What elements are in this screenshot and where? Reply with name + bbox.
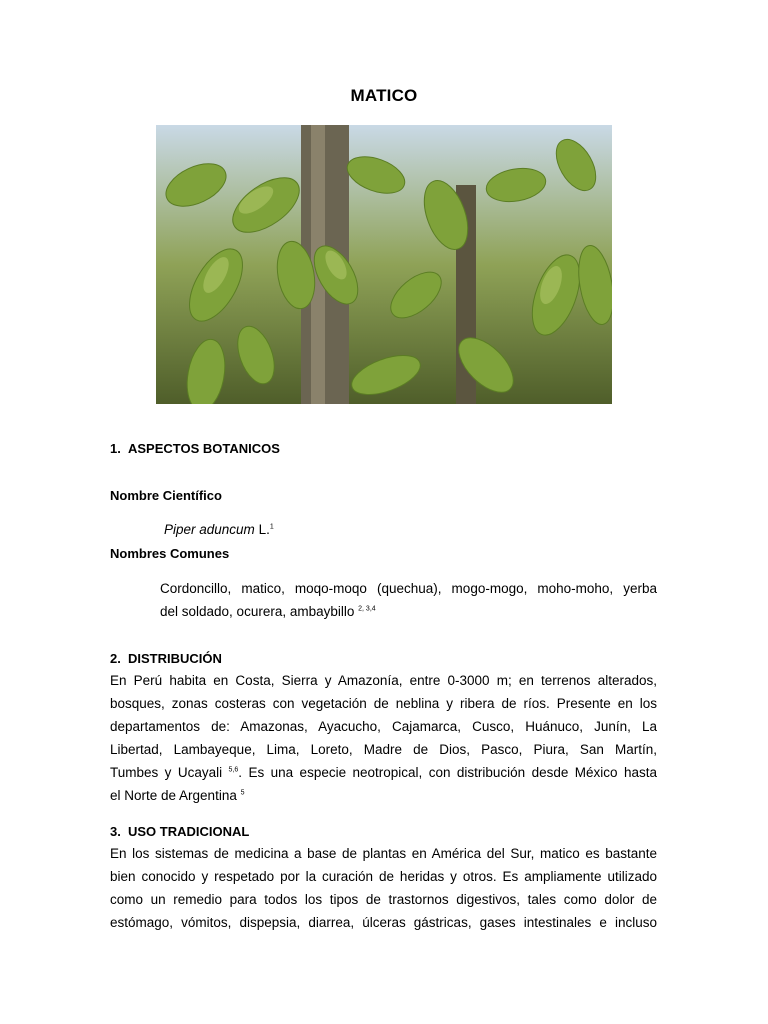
plant-photo <box>156 125 612 404</box>
scientific-name-label: Nombre Científico <box>110 488 222 503</box>
section-number: 3. <box>110 824 121 839</box>
paragraph-line: En los sistemas de medicina a base de plantas en América del Sur, matico es bastante <box>110 846 657 861</box>
section-title: ASPECTOS BOTANICOS <box>128 441 280 456</box>
paragraph-line: Libertad, Lambayeque, Lima, Loreto, Madre de Dios, Pasco, Piura, San Martín, <box>110 742 657 757</box>
footnote-ref: 2, 3,4 <box>358 605 376 613</box>
section-number: 2. <box>110 651 121 666</box>
footnote-ref: 5 <box>240 789 245 797</box>
paragraph-line: estómago, vómitos, dispepsia, diarrea, úlceras gástricas, gases intestinales e incluso <box>110 915 657 930</box>
section-heading-botanicos <box>110 441 280 456</box>
scientific-name <box>164 518 274 541</box>
traditional-use-paragraph <box>110 842 657 934</box>
paragraph-line: bien conocido y respetado por la curación de heridas y otros. Es ampliamente utilizado <box>110 869 657 884</box>
paragraph-line: el Norte de Argentina $^5$ <box>110 788 245 803</box>
common-names-line: del soldado, ocurera, ambaybillo $^{2, 3,4}$ <box>160 604 376 619</box>
section-title: USO TRADICIONAL <box>128 824 250 839</box>
section-number: 1. <box>110 441 121 456</box>
section-heading-distribucion <box>110 651 222 666</box>
footnote-ref: 5,6 <box>228 766 239 774</box>
page-title: MATICO <box>350 86 418 105</box>
paragraph-line: Tumbes y Ucayali $^{5,6}$. Es una especie neotropical, con distribución desde México hasta <box>110 765 657 780</box>
footnote-ref: 1 <box>269 523 274 531</box>
distribution-paragraph <box>110 669 657 807</box>
section-heading-uso-tradicional <box>110 824 249 839</box>
paragraph-line: departamentos de: Amazonas, Ayacucho, Cajamarca, Cusco, Huánuco, Junín, La <box>110 719 657 734</box>
paragraph-line: bosques, zonas costeras con vegetación de neblina y ribera de ríos. Presente en los <box>110 696 657 711</box>
plant-photo-icon <box>156 125 612 404</box>
paragraph-line: como un remedio para todos los tipos de trastornos digestivos, tales como dolor de <box>110 892 657 907</box>
species-name: Piper aduncum <box>164 522 255 537</box>
common-names-text <box>160 577 657 623</box>
paragraph-line: En Perú habita en Costa, Sierra y Amazonía, entre 0-3000 m; en terrenos alterados, <box>110 673 657 688</box>
species-author: L. <box>254 522 270 537</box>
section-title: DISTRIBUCIÓN <box>128 651 222 666</box>
common-names-line: Cordoncillo, matico, moqo-moqo (quechua), mogo-mogo, moho-moho, yerba <box>160 581 657 596</box>
common-names-label: Nombres Comunes <box>110 546 230 561</box>
